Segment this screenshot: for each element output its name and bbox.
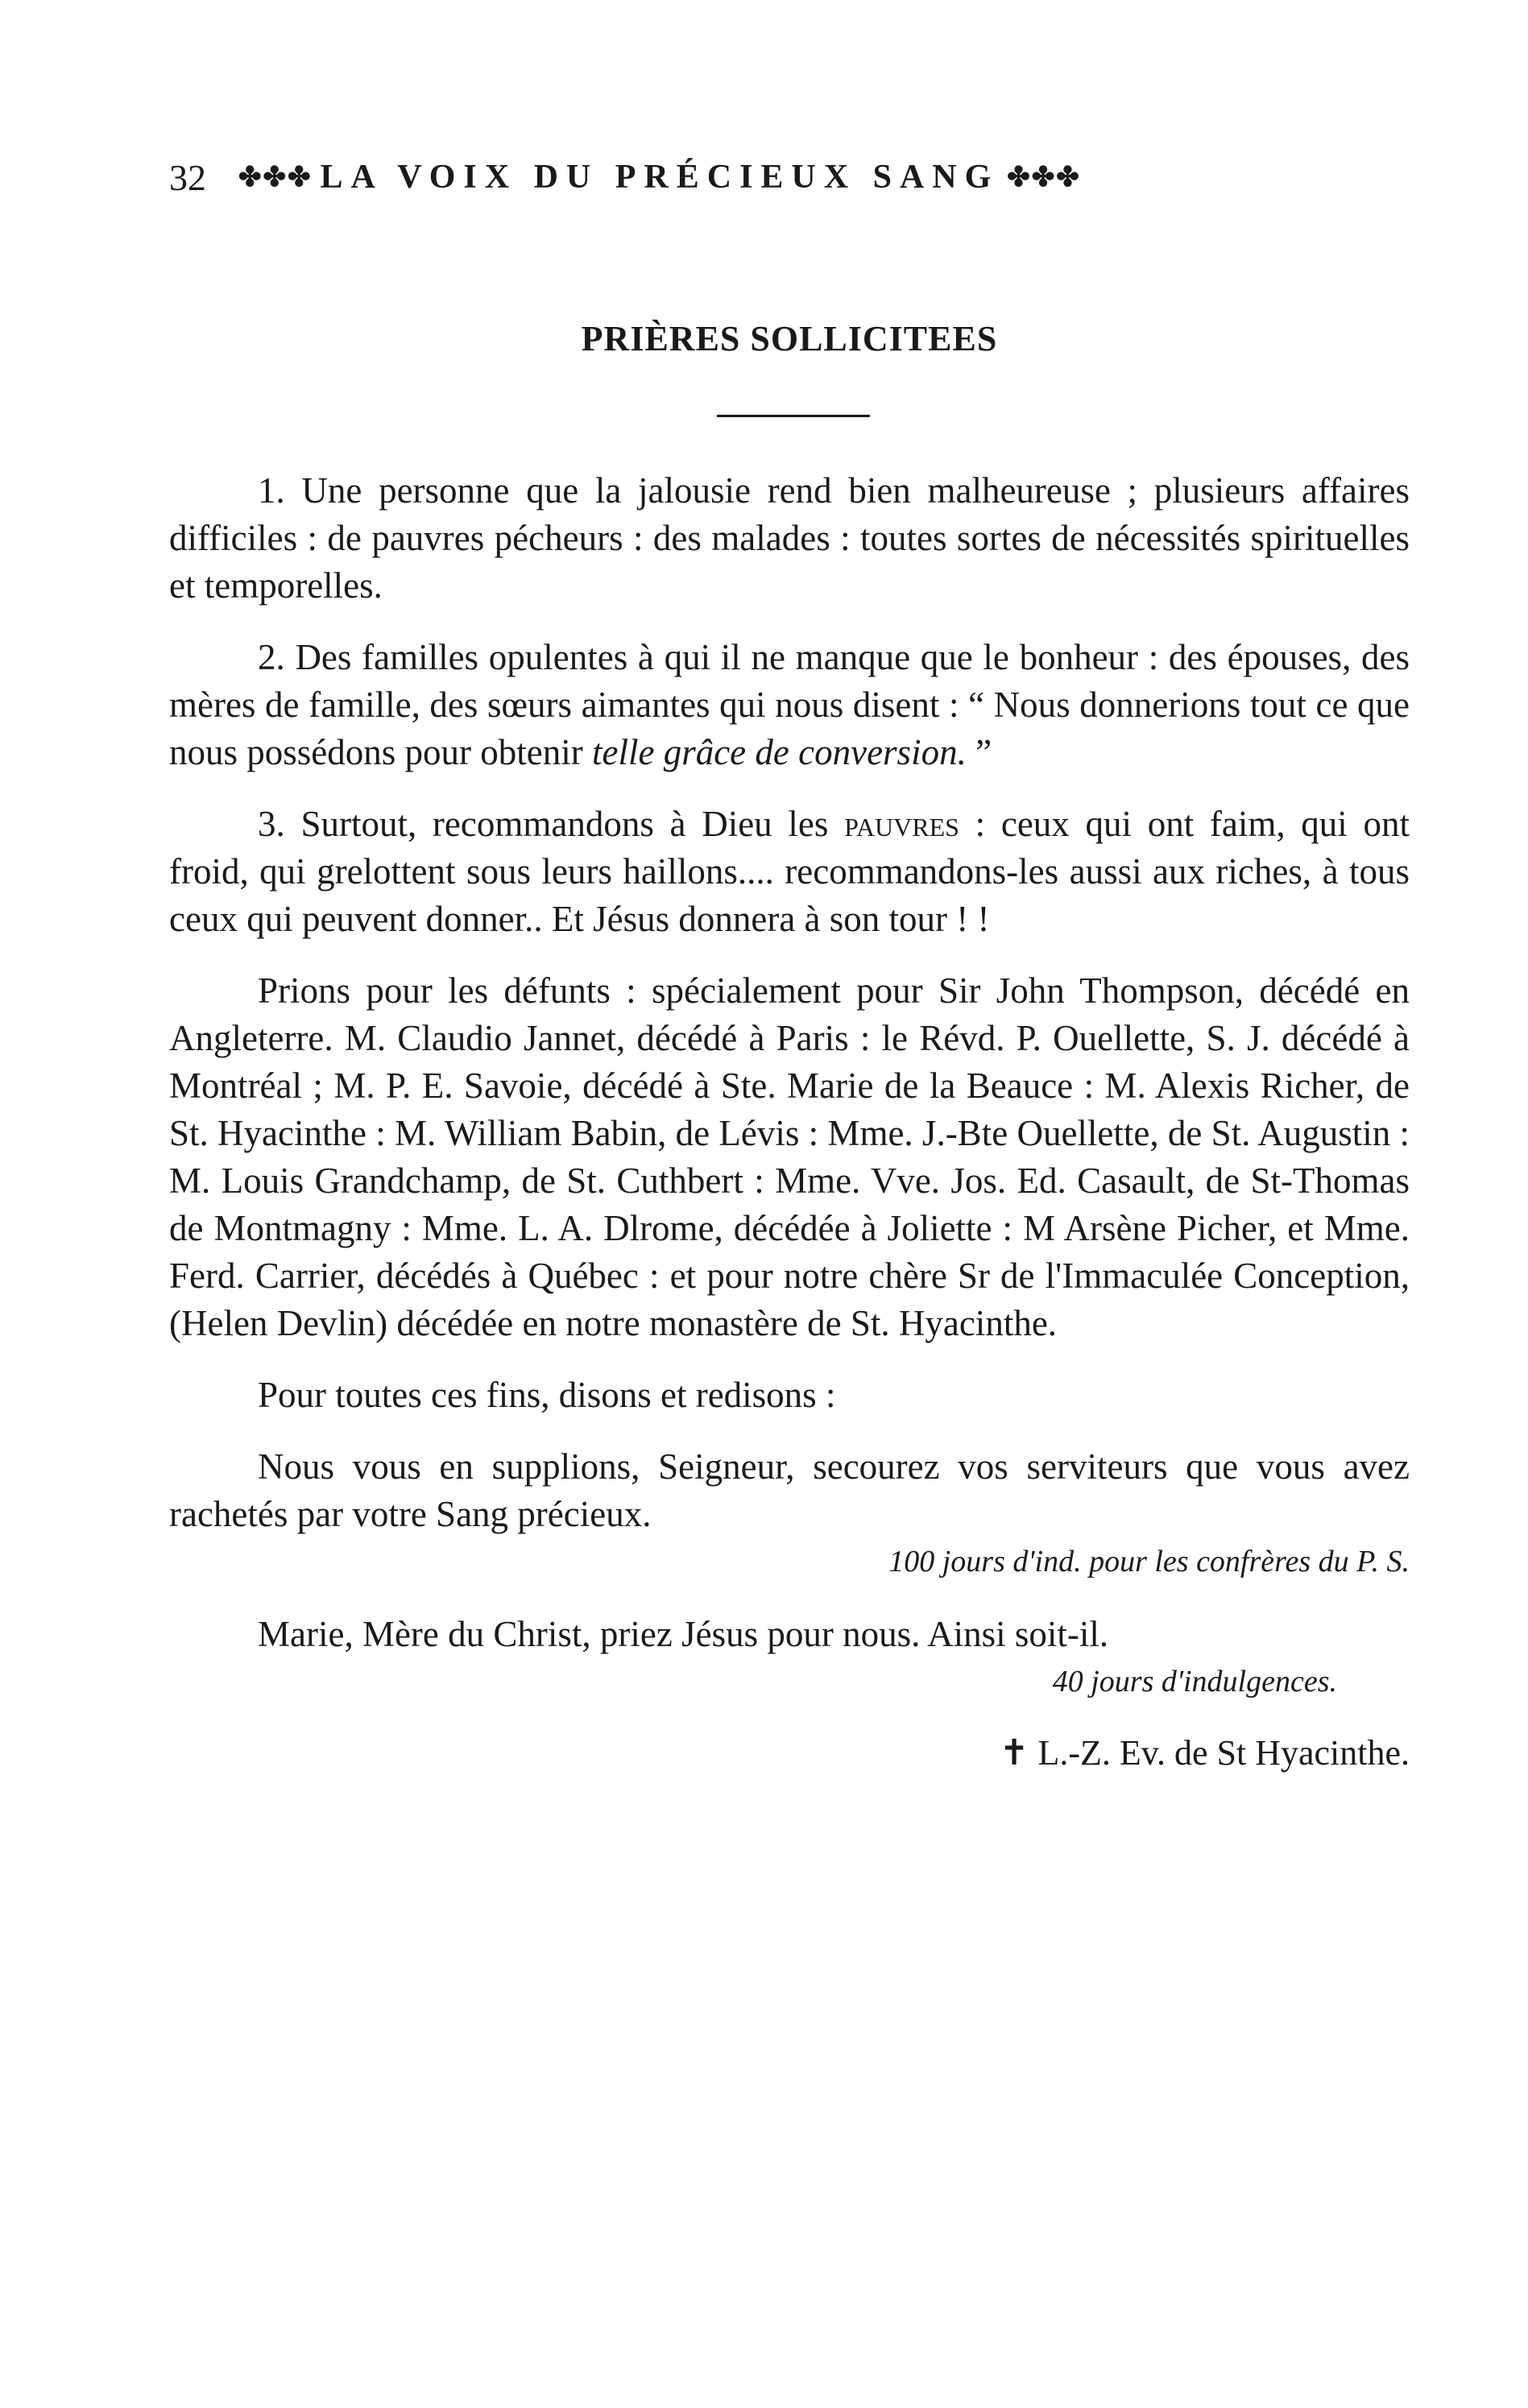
running-title: LA VOIX DU PRÉCIEUX SANG (320, 159, 1000, 196)
paragraph-2-close: ” (966, 732, 992, 772)
running-header (169, 149, 1410, 205)
section-title: PRIÈRES SOLLICITEES (581, 319, 998, 358)
indulgence-note-1: 100 jours d'ind. pour les confrères du P. S. (888, 1545, 1410, 1578)
page-number: 32 (169, 156, 206, 198)
indulgence-note-2: 40 jours d'indulgences. (1052, 1665, 1337, 1698)
paragraph-prayer: Nous vous en supplions, Seigneur, secourez vos serviteurs que vous avez rachetés par votre Sang précieux. (169, 1446, 1410, 1534)
paragraph-1: 1. Une personne que la jalousie rend bien malheureuse ; plusieurs affaires difficiles : de pauvres pécheurs : des malades : toutes sortes de nécessités spirituelles et temporelles. (169, 470, 1410, 606)
paragraph-2-text: 2. Des familles opulentes à qui il ne manque que le bonheur : des épouses, des mères de famille, des sœurs aimantes qui nous disent : “ Nous donnerions tout ce que nous possédons pour obtenir (169, 637, 1410, 772)
paragraph-2-italic: telle grâce de conversion. (591, 732, 967, 772)
ornament-left-icon: ✤✤✤ (238, 163, 313, 192)
title-divider (717, 415, 870, 417)
bishop-signature: ✝ L.-Z. Ev. de St Hyacinthe. (999, 1733, 1410, 1773)
paragraph-2 (169, 634, 1410, 776)
paragraph-defunts: Prions pour les défunts : spécialement pour Sir John Thompson, décédé en Angleterre. M. Claudio Jannet, décédé à Paris : le Révd. P. Ouellette, S. J. décédé à Montréal ; M. P. E. Savoie, décédé à Ste. Marie de la Beauce : M. Alexis Richer, de St. Hyacinthe : M. William Babin, de Lévis : Mme. J.-Bte Ouellette, de St. Augustin : M. Louis Grandchamp, de St. Cuthbert : Mme. Vve. Jos. Ed. Casault, de St-Thomas de Montmagny : Mme. L. A. Dlrome, décédée à Joliette : M Arsène Picher, et Mme. Ferd. Carrier, décédés à Québec : et pour notre chère Sr de l'Immaculée Conception, (Helen Devlin) décédée en notre monastère de St. Hyacinthe. (169, 970, 1410, 1343)
paragraph-3 (169, 801, 1410, 943)
paragraph-3-text: 3. Surtout, recommandons à Dieu les (258, 804, 845, 844)
ornament-right-icon: ✤✤✤ (1007, 163, 1081, 192)
paragraph-marie: Marie, Mère du Christ, priez Jésus pour nous. Ainsi soit-il. (258, 1614, 1109, 1654)
paragraph-invocation: Pour toutes ces fins, disons et redisons : (258, 1375, 836, 1415)
paragraph-3-smallcaps: pauvres (844, 804, 959, 844)
document-body (169, 467, 1410, 1811)
paragraph-3-rest: : ceux qui ont faim, qui ont froid, qui grelottent sous leurs haillons.... recommandons-les aussi aux riches, à tous ceux qui peuvent donner.. Et Jésus donnera à son tour ! ! (169, 804, 1410, 939)
